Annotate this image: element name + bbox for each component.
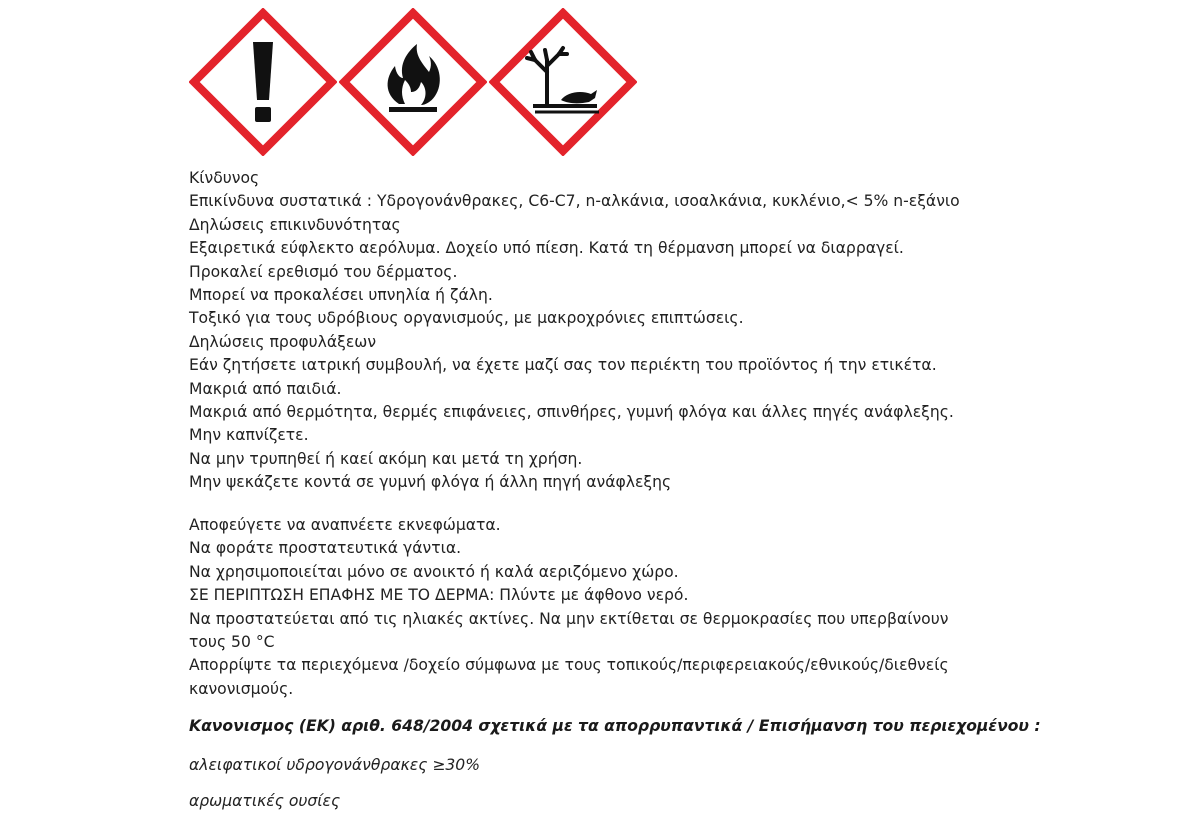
additional-statement: Να χρησιμοποιείται μόνο σε ανοικτό ή καλά αεριζόμενο χώρο. (189, 562, 679, 581)
exclamation-mark-icon (189, 8, 337, 156)
precautionary-statement: Μην ψεκάζετε κοντά σε γυμνή φλόγα ή άλλη πηγή ανάφλεξης (189, 473, 672, 492)
environment-icon (489, 8, 637, 156)
additional-statement: Απορρίψτε τα περιεχόμενα /δοχείο σύμφωνα με τους τοπικούς/περιφερειακούς/εθνικούς/διεθνείς κανονισμούς. (189, 656, 949, 698)
additional-statement: Να προστατεύεται από τις ηλιακές ακτίνες. Να μην εκτίθεται σε θερμοκρασίες που υπερβαίνουν τους 50 °C (189, 609, 949, 652)
hazardous-components: Επικίνδυνα συστατικά : Υδρογονάνθρακες, C6-C7, n-αλκάνια, ισοαλκάνια, κυκλένιο,< 5% n-εξάνιο (189, 192, 960, 211)
hazard-pictograms (189, 8, 639, 156)
hazard-statement: Προκαλεί ερεθισμό του δέρματος. (189, 262, 458, 281)
precautionary-statement: Να μην τρυπηθεί ή καεί ακόμη και μετά τη χρήση. (189, 449, 583, 468)
additional-statement: ΣΕ ΠΕΡΙΠΤΩΣΗ ΕΠΑΦΗΣ ΜΕ ΤΟ ΔΕΡΜΑ: Πλύντε με άφθονο νερό. (189, 586, 689, 605)
additional-statements-block (189, 514, 1069, 701)
flame-icon (339, 8, 487, 156)
regulation-heading: Κανονισμος (ΕΚ) αριθ. 648/2004 σχετικά με τα απορρυπαντικά / Επισήμανση του περιεχομένου : (189, 717, 1041, 735)
additional-statement: Να φοράτε προστατευτικά γάντια. (189, 539, 462, 558)
precautionary-statement: Εάν ζητήσετε ιατρική συμβουλή, να έχετε μαζί σας τον περιέκτη του προϊόντος ή την ετικέτα. (189, 356, 937, 375)
precautionary-statement: Μακριά από παιδιά. (189, 379, 342, 398)
ingredient-item: αλειφατικοί υδρογονάνθρακες ≥30% (189, 756, 481, 774)
hazard-statement: Εξαιρετικά εύφλεκτο αερόλυμα. Δοχείο υπό πίεση. Κατά τη θέρμανση μπορεί να διαρραγεί. (189, 239, 904, 258)
precautionary-statement: Μην καπνίζετε. (189, 426, 309, 445)
precautionary-statement: Μακριά από θερμότητα, θερμές επιφάνειες, σπινθήρες, γυμνή φλόγα και άλλες πηγές ανάφλεξης. (189, 403, 954, 422)
precautionary-heading: Δηλώσεις προφυλάξεων (189, 332, 377, 351)
hazard-statement: Τοξικό για τους υδρόβιους οργανισμούς, με μακροχρόνιες επιπτώσεις. (189, 309, 744, 328)
additional-statement: Αποφεύγετε να αναπνέετε εκνεφώματα. (189, 516, 501, 534)
hazard-statements-heading: Δηλώσεις επικινδυνότητας (189, 215, 401, 234)
hazard-text-block (189, 167, 1069, 495)
hazard-statement: Μπορεί να προκαλέσει υπνηλία ή ζάλη. (189, 286, 493, 305)
signal-word: Κίνδυνος (189, 169, 260, 187)
ingredient-item: αρωματικές ουσίες (189, 792, 341, 810)
